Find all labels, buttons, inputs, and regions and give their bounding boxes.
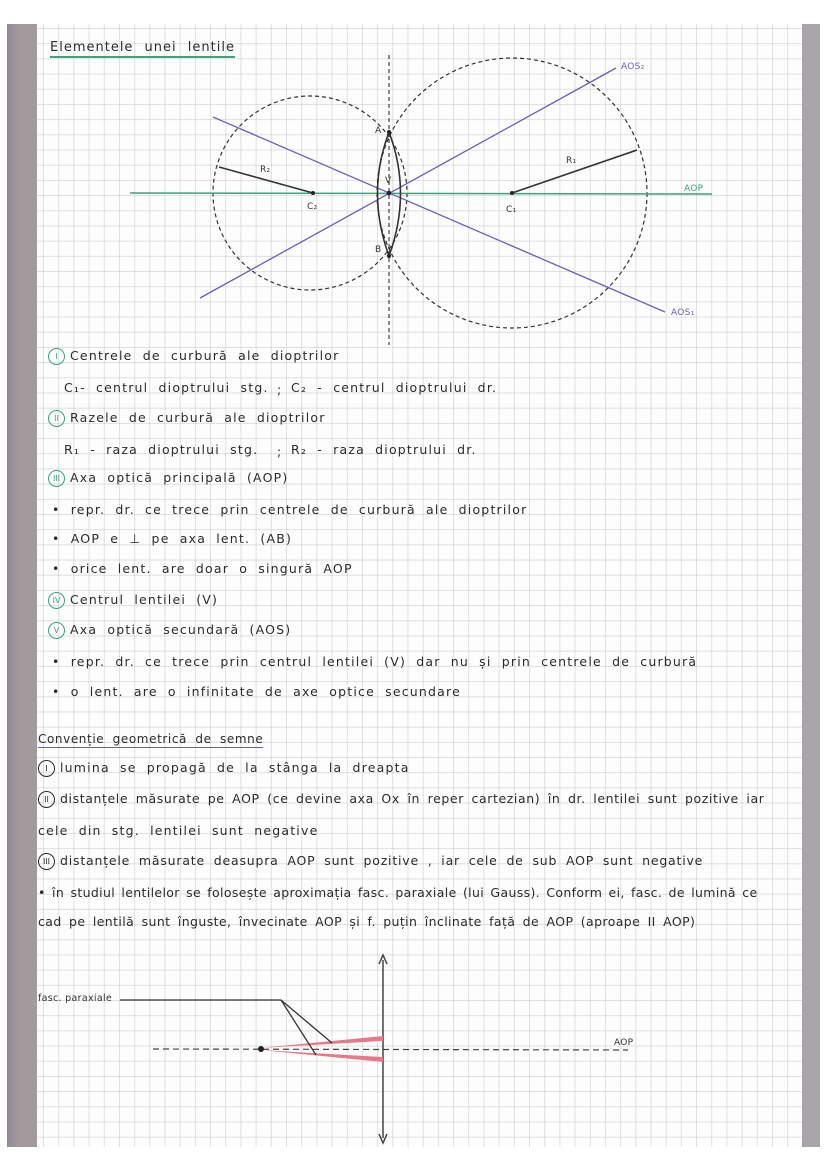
label-c2: C₂ (307, 202, 318, 212)
label-r2: R₂ (260, 165, 271, 175)
label-b: B (375, 245, 382, 255)
roman-numeral-badge: IV (48, 592, 65, 609)
label-c1: C₁ (506, 205, 517, 215)
label-aop: AOP (684, 184, 704, 194)
lower-paraxial-beam (260, 1050, 383, 1062)
aop-line (130, 193, 712, 194)
label-aop-bottom: AOP (614, 1038, 634, 1048)
paraxial-note-line-2: cad pe lentilă sunt înguste, învecinate AOP și f. puțin înclinate față de AOP (aproape II AOP) (38, 914, 696, 929)
convention-item-i: I lumina se propagă de la stânga la dreapta (38, 760, 410, 777)
item-ii-sub-right: R₂ - raza dioptrului dr. (291, 442, 477, 457)
item-i-sub-right: C₂ - centrul dioptrului dr. (291, 380, 498, 395)
roman-numeral-badge: III (38, 853, 55, 870)
item-v-bullet-2: • o lent. are o infinitate de axe optice secundare (52, 684, 461, 699)
label-v: V (385, 176, 392, 186)
section-title-lens-elements: Elementele unei lentile (50, 40, 235, 58)
convention-item-ii: II distanțele măsurate pe AOP (ce devine axa Ox în reper cartezian) în dr. lentilei sunt pozitive iar (38, 791, 765, 808)
upper-paraxial-beam (260, 1036, 383, 1048)
item-i-separator: ; (277, 382, 283, 397)
point-a (387, 130, 391, 134)
item-i-heading: I Centrele de curbură ale dioptrilor (48, 348, 339, 365)
point-v (387, 191, 392, 196)
point-b (387, 254, 391, 258)
item-iii-bullet-1: • repr. dr. ce trece prin centrele de curbură ale dioptrilor (52, 502, 528, 517)
leader-to-lower-beam (281, 1000, 316, 1055)
item-i-sub-left: C₁- centrul dioptrului stg. (64, 380, 269, 395)
item-iii-heading: III Axa optică principală (AOP) (48, 470, 288, 487)
label-aos1: AOS₁ (671, 308, 695, 318)
item-iii-bullet-2: • AOP e ⊥ pe axa lent. (AB) (52, 531, 293, 546)
aos1-line (213, 117, 665, 312)
label-r1: R₁ (566, 156, 577, 166)
label-paraxial-beams: fasc. paraxiale (38, 993, 113, 1004)
section-title-sign-convention: Convenție geometrică de semne (38, 732, 264, 746)
label-a: A (375, 126, 382, 136)
roman-numeral-badge: II (38, 791, 55, 808)
roman-numeral-badge: III (48, 470, 65, 487)
item-v-bullet-1: • repr. dr. ce trece prin centrul lentilei (V) dar nu și prin centrele de curbură (52, 654, 698, 669)
item-iii-bullet-3: • orice lent. are doar o singură AOP (52, 561, 353, 576)
item-ii-sub-left: R₁ - raza dioptrului stg. (64, 442, 259, 457)
paraxial-note-line-1: • în studiul lentilelor se folosește aproximația fasc. paraxiale (lui Gauss). Conform ei, fasc. de lumină ce (38, 885, 758, 900)
focus-point (258, 1046, 264, 1052)
roman-numeral-badge: V (48, 622, 65, 639)
roman-numeral-badge: I (48, 348, 65, 365)
aop-dashed-line (153, 1049, 628, 1050)
convention-item-ii-continuation: cele din stg. lentilei sunt negative (38, 823, 319, 838)
leader-to-upper-beam (281, 1000, 332, 1043)
item-ii-heading: II Razele de curbură ale dioptrilor (48, 410, 326, 427)
roman-numeral-badge: I (38, 760, 55, 777)
label-aos2: AOS₂ (621, 62, 645, 72)
item-v-heading: V Axa optică secundară (AOS) (48, 622, 291, 639)
point-c1 (510, 191, 514, 195)
point-c2 (311, 191, 315, 195)
roman-numeral-badge: II (48, 410, 65, 427)
convention-item-iii: III distanțele măsurate deasupra AOP sunt pozitive , iar cele de sub AOP sunt negative (38, 853, 703, 870)
item-ii-separator: ; (277, 444, 283, 459)
item-iv-heading: IV Centrul lentilei (V) (48, 592, 218, 609)
